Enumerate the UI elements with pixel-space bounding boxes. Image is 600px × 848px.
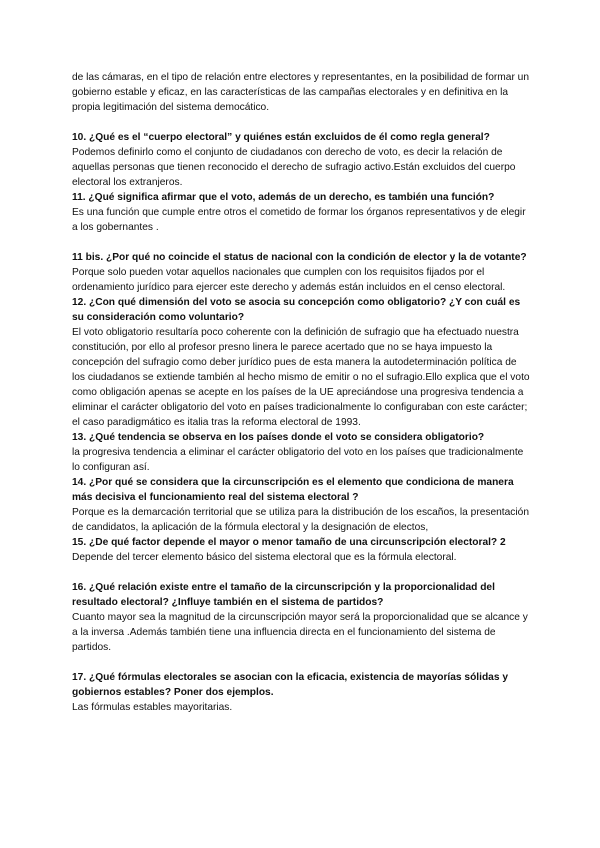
question-14: 14. ¿Por qué se considera que la circunscripción es el elemento que condiciona de manera más decisiva el funcionamiento real del sistema electoral ?: [72, 477, 514, 503]
answer-12: El voto obligatorio resultaría poco coherente con la definición de sufragio que ha efectuado nuestra constitución, por ello al profesor presno linera le parece acertado que no se haya impuesto la concepción del sufragio como deber jurídico pues de esta manera la autodeterminación política de los ciudadanos se extiende también al hecho mismo de emitir o no el sufragio.Ello explica que el voto como obligación apenas se acepte en los países de la UE apreciándose una progresiva tendencia a eliminar el carácter obligatorio del voto en países tradicionalmente lo configuraban con este carácter; el caso paradigmático es italia tras la reforma electoral de 1993.: [72, 327, 530, 428]
question-13: 13. ¿Qué tendencia se observa en los países donde el voto se considera obligatorio?: [72, 432, 485, 443]
answer-10: Podemos definirlo como el conjunto de ciudadanos con derecho de voto, es decir la relación de aquellas personas que tienen reconocido el derecho de sufragio activo.Están excluidos del cuerpo electoral los extranjeros.: [72, 147, 516, 188]
spacer: [72, 655, 530, 670]
question-16: 16. ¿Qué relación existe entre el tamaño de la circunscripción y la proporcionalidad del resultado electoral? ¿Influye también en el sistema de partidos?: [72, 582, 495, 608]
spacer: [72, 115, 530, 130]
answer-13: la progresiva tendencia a eliminar el carácter obligatorio del voto en los países que tradicionalmente lo configuran así.: [72, 447, 524, 473]
question-11-bis: 11 bis. ¿Por qué no coincide el status de nacional con la condición de elector y la de votante?: [72, 252, 527, 263]
spacer: [72, 235, 530, 250]
question-15: 15. ¿De qué factor depende el mayor o menor tamaño de una circunscripción electoral? 2: [72, 537, 506, 548]
question-17: 17. ¿Qué fórmulas electorales se asocian con la eficacia, existencia de mayorías sólidas y gobiernos estables? Poner dos ejemplos.: [72, 672, 509, 698]
answer-11-bis: Porque solo pueden votar aquellos nacionales que cumplen con los requisitos fijados por el ordenamiento jurídico para ejercer este derecho y además están incluidos en el censo electoral.: [72, 267, 506, 293]
spacer: [72, 565, 530, 580]
answer-14: Porque es la demarcación territorial que se utiliza para la distribución de los escaños, la presentación de candidatos, la aplicación de la fórmula electoral y la designación de electos,: [72, 507, 529, 533]
intro-paragraph: de las cámaras, en el tipo de relación entre electores y representantes, en la posibilidad de formar un gobierno estable y eficaz, en las características de las campañas electorales y en definitiva en la propia legitimación del sistema democático.: [72, 72, 529, 113]
question-10: 10. ¿Qué es el “cuerpo electoral” y quiénes están excluidos de él como regla general?: [72, 132, 490, 143]
document-body: [72, 70, 530, 715]
answer-15: Depende del tercer elemento básico del sistema electoral que es la fórmula electoral.: [72, 552, 457, 563]
question-12: 12. ¿Con qué dimensión del voto se asocia su concepción como obligatorio? ¿Y con cuál es su consideración como voluntario?: [72, 297, 521, 323]
answer-11: Es una función que cumple entre otros el cometido de formar los órganos representativos y de elegir a los gobernantes .: [72, 207, 526, 233]
question-11: 11. ¿Qué significa afirmar que el voto, además de un derecho, es también una función?: [72, 192, 495, 203]
answer-17: Las fórmulas estables mayoritarias.: [72, 702, 233, 713]
answer-16: Cuanto mayor sea la magnitud de la circunscripción mayor será la proporcionalidad que se alcance y a la inversa .Además también tiene una influencia directa en el funcionamiento del sistema de partidos.: [72, 612, 528, 653]
